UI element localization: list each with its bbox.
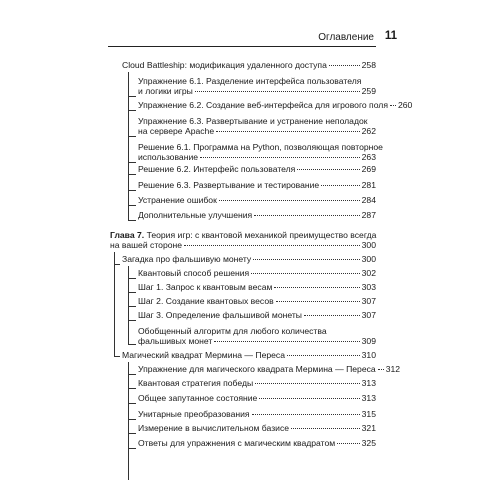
toc-entry-step-3[interactable] [138, 310, 376, 320]
toc-entry-step-1[interactable] [138, 282, 376, 292]
toc-entry-solution-6-3[interactable] [138, 180, 376, 190]
toc-entry-page: 287 [361, 210, 376, 220]
toc-entry-generalized-algorithm[interactable] [138, 326, 376, 346]
toc-entry-page: 315 [361, 409, 376, 419]
tree-branch [114, 356, 120, 357]
toc-entry-unitary-transforms[interactable] [138, 409, 376, 419]
tree-branch [128, 96, 136, 97]
toc-entry-page: 302 [361, 268, 376, 278]
toc-entry-page: 300 [361, 254, 376, 264]
chapter-label: Глава 7. [110, 230, 145, 240]
toc-entry-solution-6-2[interactable] [138, 164, 376, 174]
toc-entry-solution-6-1[interactable] [138, 142, 383, 162]
toc-entry-exercise-6-3[interactable] [138, 116, 376, 136]
toc-entry-improvements[interactable] [138, 210, 376, 220]
tree-branch [114, 264, 120, 265]
toc-entry-page: 303 [361, 282, 376, 292]
toc-entry-answers[interactable] [138, 438, 376, 448]
toc-entry-page: 259 [361, 86, 376, 96]
toc-entry-title-cont: фальшивых монет [138, 336, 213, 346]
toc-entry-page: 263 [361, 152, 376, 162]
tree-branch [128, 403, 136, 404]
tree-branch [128, 220, 136, 221]
toc-entry-page: 307 [361, 310, 376, 320]
tree-branch [128, 136, 136, 137]
toc-entry-title: Упражнение для магического квадрата Мермина — Переса [138, 364, 376, 374]
toc-entry-page: 258 [361, 60, 376, 70]
toc-entry-page: 310 [361, 350, 376, 360]
toc-entry-exercise-6-2[interactable] [138, 100, 413, 110]
toc-entry-page: 300 [361, 240, 376, 250]
toc-entry-title: Дополнительные улучшения [138, 210, 253, 220]
tree-branch [128, 162, 136, 163]
tree-branch [128, 388, 136, 389]
toc-entry-page: 262 [361, 126, 376, 136]
tree-branch [128, 306, 136, 307]
toc-entry-title: Шаг 3. Определение фальшивой монеты [138, 310, 302, 320]
tree-branch [128, 205, 136, 206]
tree-line [114, 252, 115, 356]
tree-branch [128, 278, 136, 279]
toc-entry-page: 321 [361, 423, 376, 433]
toc-entry-counterfeit-coin[interactable] [122, 254, 376, 264]
toc-entry-title: Решение 6.2. Интерфейс пользователя [138, 164, 296, 174]
toc-entry-title: Упражнение 6.3. Развертывание и устранение неполадок [138, 116, 368, 126]
toc-entry-page: 325 [361, 438, 376, 448]
toc-entry-title: Упражнение 6.2. Создание веб-интерфейса для игрового поля [138, 100, 388, 110]
toc-entry-title: Cloud Battleship: модификация удаленного доступа [122, 60, 327, 70]
tree-branch [128, 174, 136, 175]
tree-branch [128, 110, 136, 111]
toc-entry-title: Квантовый способ решения [138, 268, 250, 278]
toc-entry-quantum-solution[interactable] [138, 268, 376, 278]
toc-entry-step-2[interactable] [138, 296, 376, 306]
toc-entry-title: Упражнение 6.1. Разделение интерфейса пользователя [138, 76, 362, 86]
tree-branch [128, 433, 136, 434]
toc-entry-cloud-battleship[interactable] [122, 60, 376, 70]
toc-entry-entangled-state[interactable] [138, 393, 376, 403]
toc-entry-title: Решение 6.3. Развертывание и тестирование [138, 180, 320, 190]
toc-entry-troubleshooting[interactable] [138, 195, 376, 205]
toc-entry-title: Устранение ошибок [138, 195, 217, 205]
toc-entry-title: Обобщенный алгоритм для любого количества [138, 326, 327, 336]
tree-branch [128, 190, 136, 191]
toc-entry-exercise-6-1[interactable] [138, 76, 376, 96]
toc-entry-title-cont: использование [138, 152, 199, 162]
toc-entry-title: Теория игр: с квантовой механикой преимущество всегда [146, 230, 377, 240]
tree-branch [128, 320, 136, 321]
toc-entry-title-cont: и логики игры [138, 86, 193, 96]
toc-entry-winning-strategy[interactable] [138, 378, 376, 388]
toc-entry-title: Шаг 2. Создание квантовых весов [138, 296, 274, 306]
toc-entry-title-cont: на сервере Apache [138, 126, 215, 136]
toc-entry-title: Ответы для упражнения с магическим квадратом [138, 438, 336, 448]
tree-branch [128, 419, 136, 420]
toc-entry-page: 260 [397, 100, 413, 110]
toc-entry-page: 307 [361, 296, 376, 306]
toc-entry-page: 313 [361, 393, 376, 403]
toc-entry-computational-basis[interactable] [138, 423, 376, 433]
tree-branch [128, 344, 136, 345]
toc-entry-title: Решение 6.1. Программа на Python, позволяющая повторное [138, 142, 383, 152]
tree-branch [128, 292, 136, 293]
toc-entry-page: 312 [385, 364, 401, 374]
toc-entry-magic-square-exercise[interactable] [138, 364, 401, 374]
toc-entry-page: 284 [361, 195, 376, 205]
toc-entry-title: Квантовая стратегия победы [138, 378, 254, 388]
toc-entry-page: 313 [361, 378, 376, 388]
tree-branch [128, 448, 136, 449]
toc-entry-title: Измерение в вычислительном базисе [138, 423, 290, 433]
tree-line [128, 362, 129, 480]
toc-entry-magic-square[interactable] [122, 350, 376, 360]
toc-entry-title-cont: на вашей стороне [110, 240, 183, 250]
tree-branch [128, 374, 136, 375]
toc-entry-page: 309 [361, 336, 376, 346]
toc-entry-title: Загадка про фальшивую монету [122, 254, 252, 264]
toc-entry-chapter-7[interactable] [110, 230, 376, 250]
running-title: Оглавление [318, 32, 374, 43]
toc-entry-title: Шаг 1. Запрос к квантовым весам [138, 282, 273, 292]
toc-entry-page: 281 [361, 180, 376, 190]
toc-entry-title: Унитарные преобразования [138, 409, 250, 419]
page-number: 11 [384, 30, 397, 42]
tree-line [128, 72, 129, 221]
toc-entry-title: Общее запутанное состояние [138, 393, 258, 403]
toc-entry-title: Магический квадрат Мермина — Переса [122, 350, 285, 360]
toc-entry-page: 269 [361, 164, 376, 174]
